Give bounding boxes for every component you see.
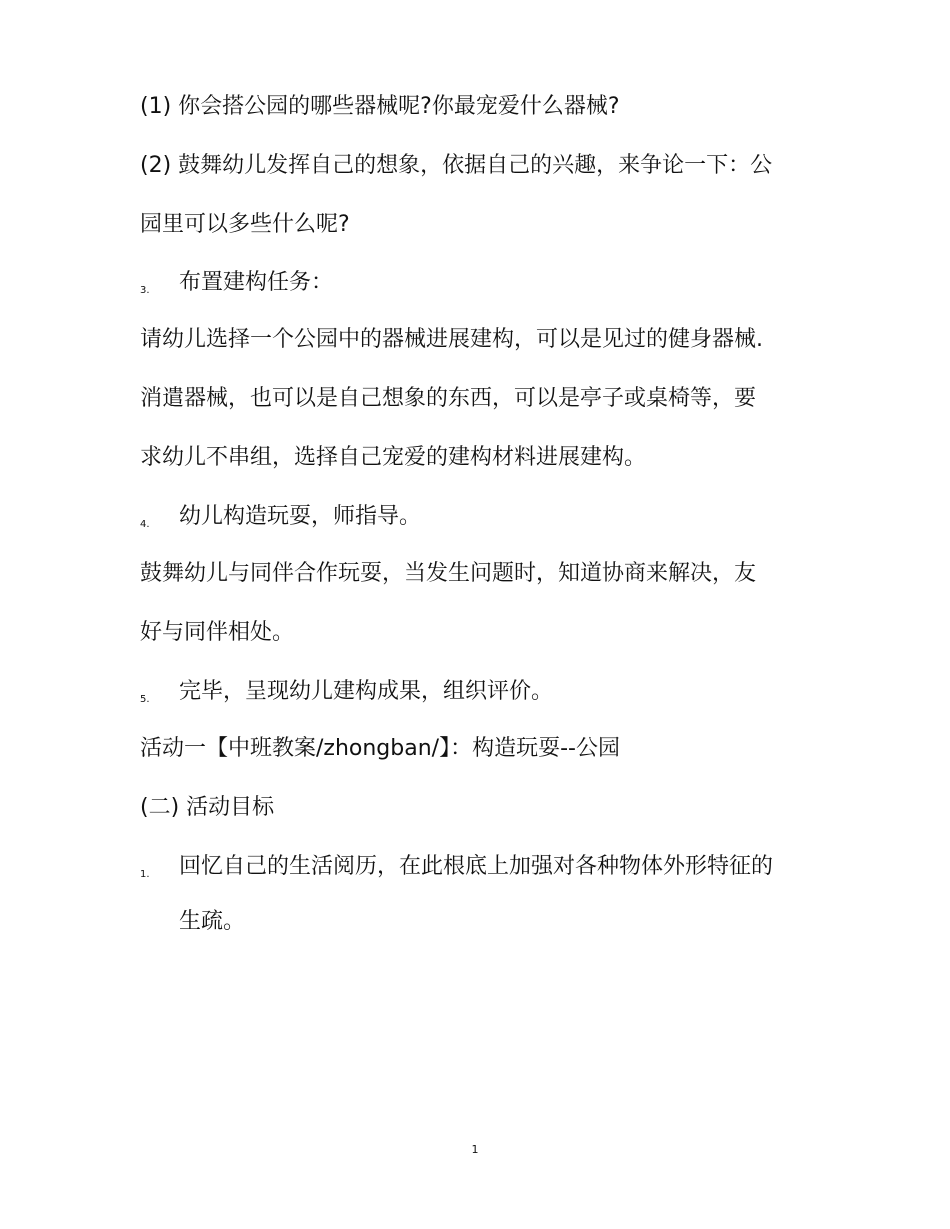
list-item-number: 5. <box>140 694 150 705</box>
list-item-text: 完毕，呈现幼儿建构成果，组织评价。 <box>179 679 554 704</box>
paragraph-task-line-2: 消遣器械，也可以是自己想象的东西，可以是亭子或桌椅等，要 <box>140 386 757 411</box>
paragraph-cooperate-line-1: 鼓舞幼儿与同伴合作玩耍，当发生问题时，知道协商来解决，友 <box>140 561 757 586</box>
paragraph-question-2: (2) 鼓舞幼儿发挥自己的想象，依据自己的兴趣，来争论一下：公 <box>140 153 773 178</box>
list-item-text: 布置建构任务： <box>179 270 334 295</box>
paragraph-cooperate-line-2: 好与同伴相处。 <box>140 620 295 645</box>
paragraph-question-2-cont: 园里可以多些什么呢? <box>140 212 350 237</box>
list-item-number: 4. <box>140 519 150 530</box>
paragraph-task-line-3: 求幼儿不串组，选择自己宠爱的建构材料进展建构。 <box>140 445 647 470</box>
list-item-text: 回忆自己的生活阅历，在此根底上加强对各种物体外形特征的 <box>179 854 774 879</box>
page-number: 1 <box>471 1143 479 1156</box>
section-heading-activity: 活动一【中班教案/zhongban/】：构造玩耍--公园 <box>140 736 620 761</box>
list-item-text: 幼儿构造玩耍，师指导。 <box>179 504 422 529</box>
paragraph-task-line-1: 请幼儿选择一个公园中的器械进展建构，可以是见过的健身器械. <box>140 327 763 352</box>
list-item-number: 3. <box>140 285 150 296</box>
paragraph-question-1: (1) 你会搭公园的哪些器械呢?你最宠爱什么器械? <box>140 94 620 119</box>
list-item-text-continuation: 生疏。 <box>179 909 246 934</box>
list-item-number: 1. <box>140 869 150 880</box>
section-heading-goals: (二) 活动目标 <box>140 795 275 820</box>
